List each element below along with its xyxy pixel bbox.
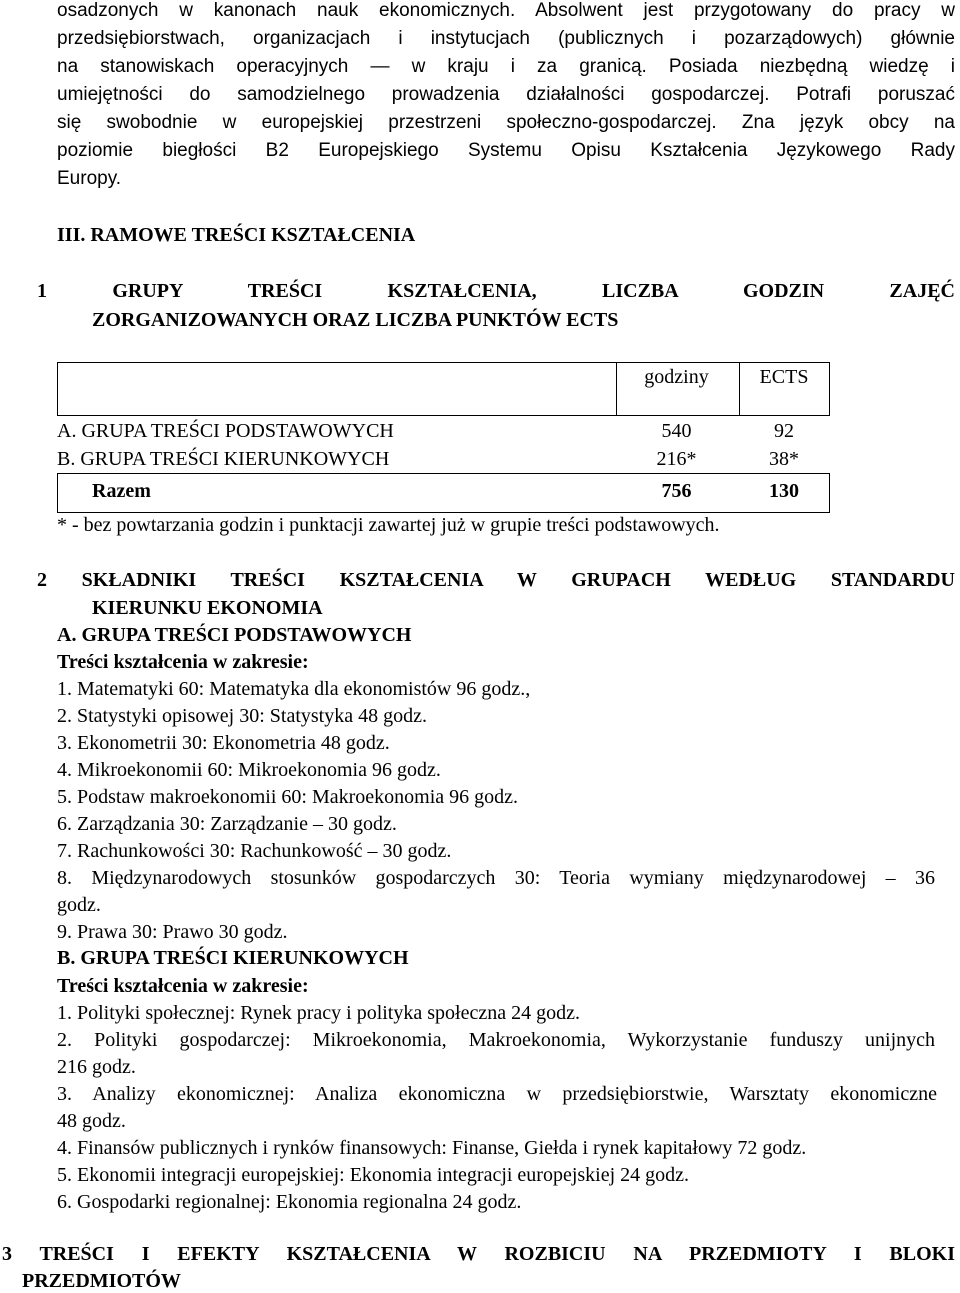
table-border (57, 473, 58, 513)
list-item: 9. Prawa 30: Prawo 30 godz. (57, 921, 288, 943)
list-item: 4. Finansów publicznych i rynków finansowych: Finanse, Giełda i rynek kapitałowy 72 godz. (57, 1137, 807, 1159)
intro-line: przedsiębiorstwach, organizacjach i instytucjach (publicznych i pozarządowych) głównie (57, 28, 955, 49)
intro-line: osadzonych w kanonach nauk ekonomicznych. Absolwent jest przygotowany do pracy w (57, 0, 955, 21)
table-border (57, 473, 830, 474)
heading-2-line-2: KIERUNKU EKONOMIA (92, 597, 323, 619)
column-header-hours: godziny (644, 366, 709, 388)
group-b-title: B. GRUPA TREŚCI KIERUNKOWYCH (57, 947, 409, 969)
heading-3-line-2: PRZEDMIOTÓW (22, 1270, 181, 1292)
table-border (57, 512, 830, 513)
list-item: 2. Statystyki opisowej 30: Statystyka 48 godz. (57, 705, 427, 727)
intro-line: umiejętności do samodzielnego prowadzenia działalności gospodarczej. Potrafi poruszać (57, 84, 955, 105)
group-b-subtitle: Treści kształcenia w zakresie: (57, 975, 309, 997)
table-row-label: B. GRUPA TREŚCI KIERUNKOWYCH (57, 448, 390, 470)
list-item-continuation: godz. (57, 894, 101, 916)
list-item: 7. Rachunkowości 30: Rachunkowość – 30 godz. (57, 840, 452, 862)
intro-line: na stanowiskach operacyjnych — w kraju i za granicą. Posiada niezbędną wiedzę i (57, 56, 955, 77)
list-item: 3. Analizy ekonomicznej: Analiza ekonomiczna w przedsiębiorstwie, Warsztaty ekonomiczne (57, 1083, 937, 1105)
list-item: 2. Polityki gospodarczej: Mikroekonomia, Makroekonomia, Wykorzystanie funduszy unijnych (57, 1029, 935, 1051)
heading-1-line-2: ZORGANIZOWANYCH ORAZ LICZBA PUNKTÓW ECTS (92, 309, 619, 331)
list-item: 8. Międzynarodowych stosunków gospodarczych 30: Teoria wymiany międzynarodowej – 36 (57, 867, 935, 889)
intro-line: Europy. (57, 168, 122, 189)
table-total-ects: 130 (769, 480, 799, 502)
intro-line: się swobodnie w europejskiej przestrzeni społeczno-gospodarczej. Zna język obcy na (57, 112, 955, 133)
heading-2-line-1: 2 SKŁADNIKI TREŚCI KSZTAŁCENIA W GRUPACH WEDŁUG STANDARDU (37, 569, 955, 591)
list-item: 6. Zarządzania 30: Zarządzanie – 30 godz. (57, 813, 397, 835)
list-item: 5. Ekonomii integracji europejskiej: Ekonomia integracji europejskiej 24 godz. (57, 1164, 690, 1186)
list-item: 1. Matematyki 60: Matematyka dla ekonomistów 96 godz., (57, 678, 531, 700)
table-row-label: A. GRUPA TREŚCI PODSTAWOWYCH (57, 420, 394, 442)
list-item: 3. Ekonometrii 30: Ekonometria 48 godz. (57, 732, 390, 754)
table-cell-hours: 216* (656, 448, 697, 470)
table-cell-ects: 38* (769, 448, 799, 470)
list-item-continuation: 216 godz. (57, 1056, 136, 1078)
list-item: 4. Mikroekonomii 60: Mikroekonomia 96 godz. (57, 759, 441, 781)
table-total-label: Razem (92, 480, 151, 502)
group-a-title: A. GRUPA TREŚCI PODSTAWOWYCH (57, 624, 412, 646)
list-item: 1. Polityki społecznej: Rynek pracy i polityka społeczna 24 godz. (57, 1002, 580, 1024)
heading-1-line-1: 1 GRUPY TREŚCI KSZTAŁCENIA, LICZBA GODZIN ZAJĘĆ (37, 280, 955, 302)
intro-line: poziomie biegłości B2 Europejskiego Systemu Opisu Kształcenia Językowego Rady (57, 140, 955, 161)
table-total-hours: 756 (661, 480, 692, 502)
heading-3-line-1: 3 TREŚCI I EFEKTY KSZTAŁCENIA W ROZBICIU NA PRZEDMIOTY I BLOKI (2, 1243, 955, 1265)
group-a-subtitle: Treści kształcenia w zakresie: (57, 651, 309, 673)
table-cell-hours: 540 (661, 420, 692, 442)
section-title: III. RAMOWE TREŚCI KSZTAŁCENIA (57, 224, 416, 246)
table-footnote: * - bez powtarzania godzin i punktacji zawartej już w grupie treści podstawowych. (57, 514, 720, 536)
column-header-ects: ECTS (759, 366, 809, 388)
list-item: 5. Podstaw makroekonomii 60: Makroekonomia 96 godz. (57, 786, 519, 808)
list-item-continuation: 48 godz. (57, 1110, 126, 1132)
list-item: 6. Gospodarki regionalnej: Ekonomia regionalna 24 godz. (57, 1191, 522, 1213)
table-cell-ects: 92 (774, 420, 794, 442)
